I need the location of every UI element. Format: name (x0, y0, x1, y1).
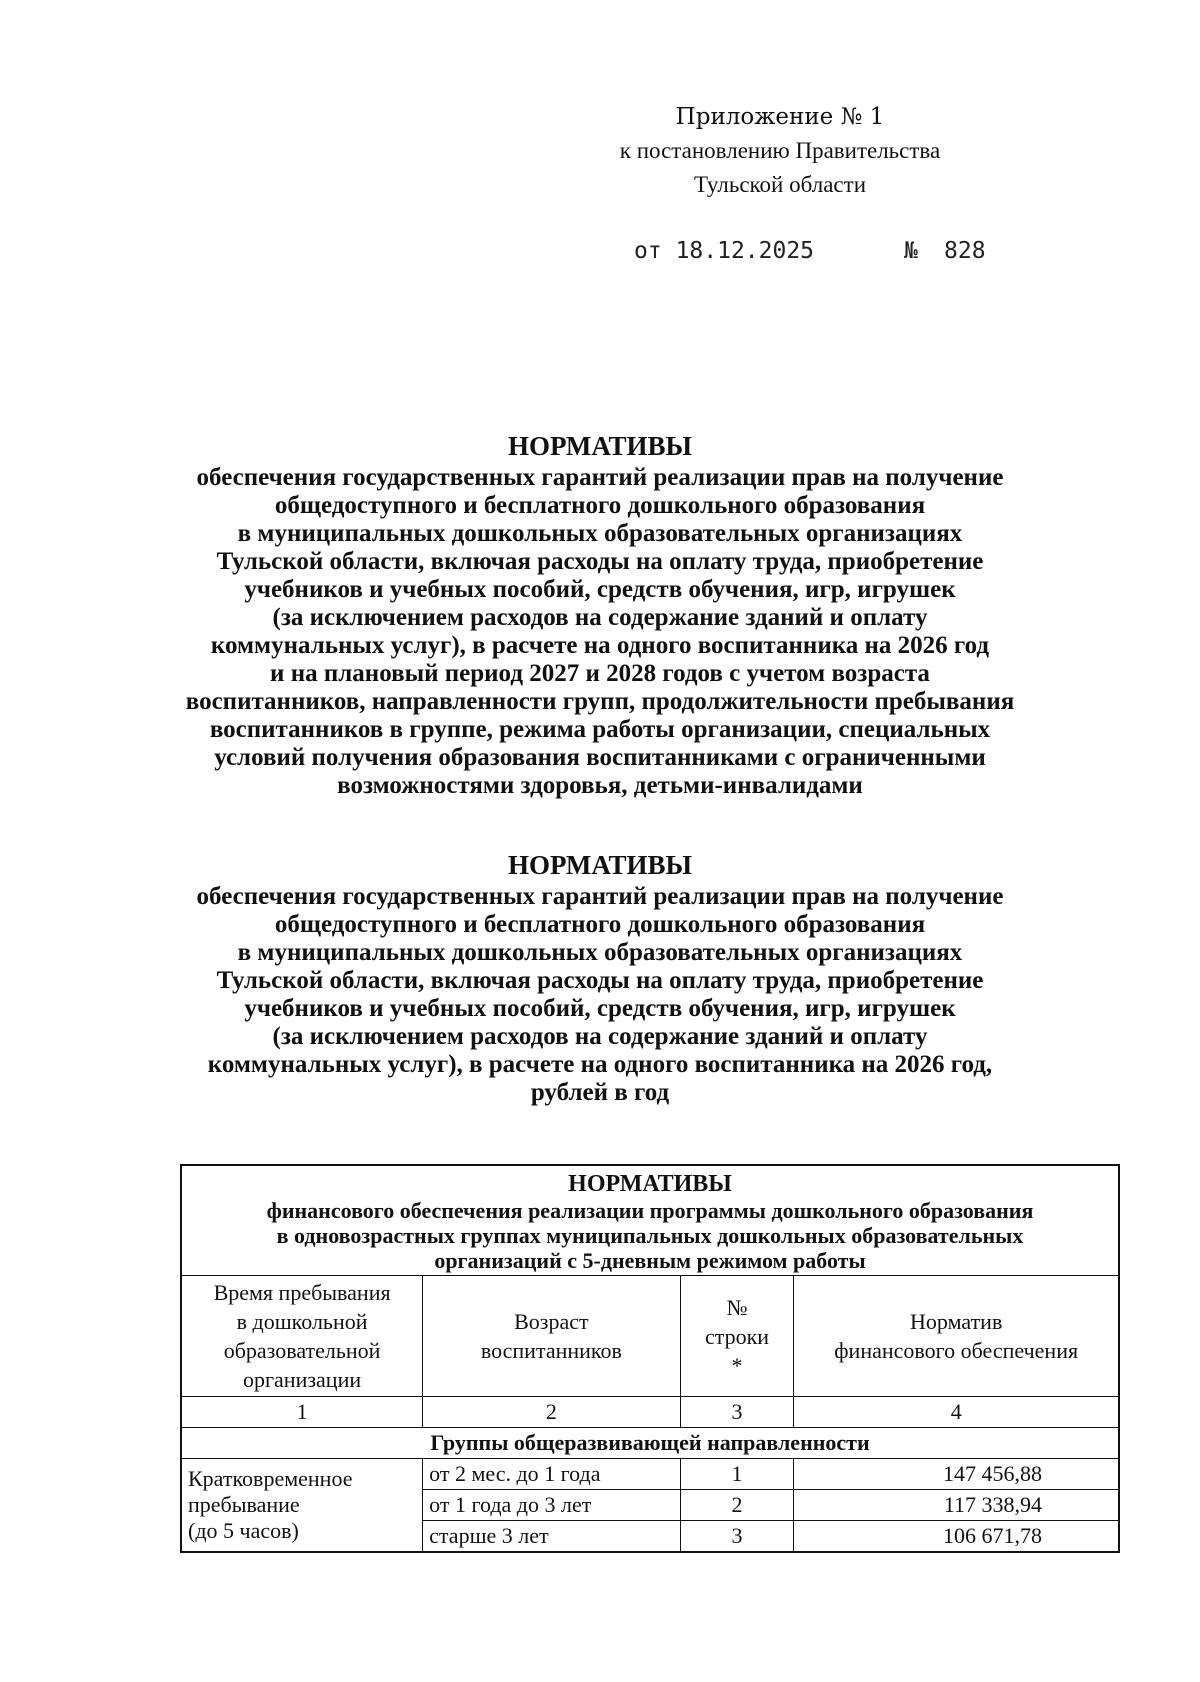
table-title-line: в одновозрастных группах муниципальных дошкольных образовательных (276, 1223, 1024, 1248)
norms-table (180, 1164, 1120, 1553)
header-age: Возраст воспитанников (423, 1276, 680, 1397)
age-cell: старше 3 лет (423, 1521, 680, 1553)
norm-value-cell: 147 456,88 (794, 1459, 1119, 1490)
heading-2-line: в муниципальных дошкольных образовательных организациях (237, 939, 963, 966)
row-number-cell: 2 (680, 1490, 794, 1521)
header-row-number: № строки * (680, 1276, 794, 1397)
heading-1-line: воспитанников в группе, режима работы организации, специальных (209, 716, 991, 743)
heading-2-line: рублей в год (530, 1079, 670, 1106)
heading-2-line: (за исключением расходов на содержание зданий и оплату (272, 1023, 928, 1050)
header-norm: Норматив финансового обеспечения (794, 1276, 1119, 1397)
heading-2-line: обеспечения государственных гарантий реализации прав на получение (196, 883, 1004, 910)
heading-1-line: общедоступного и бесплатного дошкольного образования (274, 492, 926, 519)
column-number: 1 (181, 1397, 423, 1428)
column-number: 4 (794, 1397, 1119, 1428)
resolution-date: 18.12.2025 (675, 238, 815, 264)
document-heading-1 (150, 428, 1050, 800)
column-number-row (181, 1397, 1119, 1428)
heading-1-line: (за исключением расходов на содержание зданий и оплату (272, 604, 928, 631)
table-title-main: НОРМАТИВЫ (568, 1171, 732, 1197)
table-title-line: организаций с 5-дневным режимом работы (434, 1248, 866, 1273)
norm-value-cell: 106 671,78 (794, 1521, 1119, 1553)
heading-1-line: воспитанников, направленности групп, продолжительности пребывания (185, 688, 1015, 715)
age-cell: от 1 года до 3 лет (423, 1490, 680, 1521)
heading-1-line: коммунальных услуг), в расчете на одного воспитанника на 2026 год (210, 632, 990, 659)
heading-1-line: и на плановый период 2027 и 2028 годов с учетом возраста (270, 660, 930, 687)
heading-2-line: общедоступного и бесплатного дошкольного образования (274, 911, 926, 938)
resolution-date-number (634, 238, 1054, 264)
group-label: Группы общеразвивающей направленности (181, 1428, 1119, 1459)
row-number-cell: 1 (680, 1459, 794, 1490)
stay-duration-cell: Кратковременное пребывание (до 5 часов) (181, 1459, 423, 1553)
column-number: 2 (423, 1397, 680, 1428)
column-number: 3 (680, 1397, 794, 1428)
annex-subtitle-2: Тульской области (693, 172, 867, 197)
table-title-line: финансового обеспечения реализации программы дошкольного образования (266, 1198, 1034, 1223)
table-row (181, 1459, 1119, 1490)
resolution-prefix: от (634, 238, 662, 264)
annex-subtitle-1: к постановлению Правительства (619, 138, 941, 163)
heading-2-line: коммунальных услуг), в расчете на одного воспитанника на 2026 год, (207, 1051, 993, 1078)
heading-2-title: НОРМАТИВЫ (507, 850, 693, 880)
table-title-row (181, 1165, 1119, 1276)
annex-title: Приложение № 1 (675, 104, 885, 130)
heading-1-line: Тульской области, включая расходы на оплату труда, приобретение (216, 548, 984, 575)
heading-1-line: обеспечения государственных гарантий реализации прав на получение (196, 464, 1004, 491)
heading-1-line: условий получения образования воспитанниками с ограниченными (214, 744, 986, 771)
annex-header (560, 100, 1000, 202)
heading-1-line: учебников и учебных пособий, средств обучения, игр, игрушек (244, 576, 956, 603)
heading-1-line: возможностями здоровья, детьми-инвалидами (337, 772, 863, 799)
heading-2-line: учебников и учебных пособий, средств обучения, игр, игрушек (244, 995, 956, 1022)
resolution-number: 828 (944, 238, 986, 264)
heading-2-line: Тульской области, включая расходы на оплату труда, приобретение (216, 967, 984, 994)
table-title (181, 1165, 1119, 1276)
norm-value-cell: 117 338,94 (794, 1490, 1119, 1521)
group-row (181, 1428, 1119, 1459)
table-header-row (181, 1276, 1119, 1397)
heading-1-line: в муниципальных дошкольных образовательных организациях (237, 520, 963, 547)
row-number-cell: 3 (680, 1521, 794, 1553)
header-stay-time: Время пребывания в дошкольной образовательной организации (181, 1276, 423, 1397)
resolution-number-label: № (904, 238, 918, 264)
age-cell: от 2 мес. до 1 года (423, 1459, 680, 1490)
heading-1-title: НОРМАТИВЫ (507, 431, 693, 461)
document-heading-2 (150, 847, 1050, 1107)
